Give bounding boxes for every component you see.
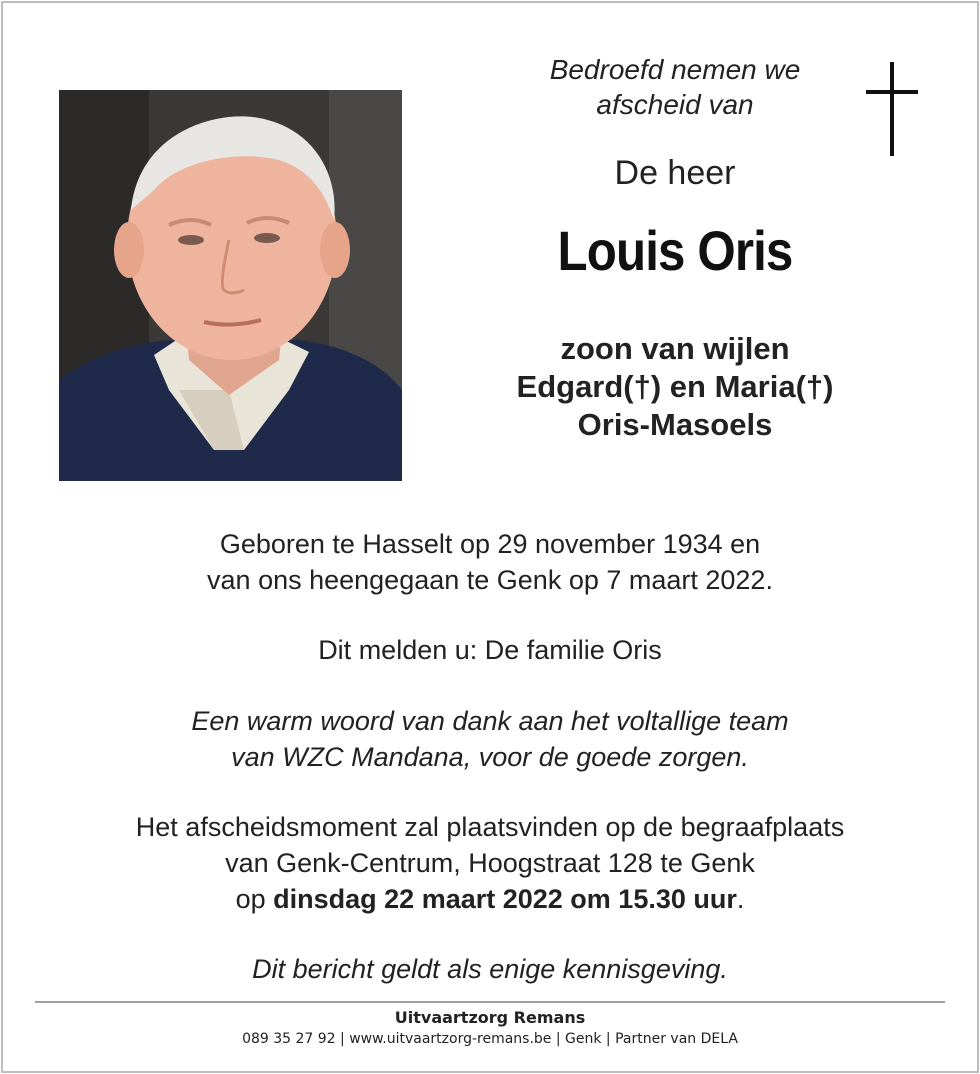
announcement-line: Dit melden u: De familie Oris xyxy=(318,635,662,665)
ceremony-line-3 xyxy=(0,881,980,917)
ceremony-line-1: Het afscheidsmoment zal plaatsvinden op de begraafplaats xyxy=(135,812,845,842)
funeral-home-name: Uitvaartzorg Remans xyxy=(394,1008,586,1027)
deceased-name: Louis Oris xyxy=(557,219,793,282)
birth-line-1: Geboren te Hasselt op 29 november 1934 en xyxy=(219,529,761,559)
ceremony-suffix: . xyxy=(736,884,745,914)
funeral-home-contact: 089 35 27 92 | www.uitvaartzorg-remans.be | Genk | Partner van DELA xyxy=(242,1031,738,1047)
notice-line: Dit bericht geldt als enige kennisgeving. xyxy=(252,954,728,984)
intro-line-1: Bedroefd nemen we xyxy=(549,54,801,85)
ceremony-line-2: van Genk-Centrum, Hoogstraat 128 te Genk xyxy=(225,848,755,878)
cross-icon xyxy=(862,60,922,160)
parents-line-1: zoon van wijlen xyxy=(560,331,790,366)
thanks-line-1: Een warm woord van dank aan het voltallige team xyxy=(191,706,789,736)
ceremony-datetime: dinsdag 22 maart 2022 om 15.30 uur xyxy=(273,884,737,914)
ceremony-prefix: op xyxy=(235,884,274,914)
footer-divider xyxy=(35,1001,945,1003)
notice-text xyxy=(0,951,980,987)
intro-line-2: afscheid van xyxy=(596,89,754,120)
announcement-text xyxy=(0,632,980,668)
parents-line-3: Oris-Masoels xyxy=(577,407,773,442)
parents-block xyxy=(420,330,930,444)
intro-text xyxy=(480,52,870,122)
thanks-text xyxy=(0,703,980,775)
thanks-line-2: van WZC Mandana, voor de goede zorgen. xyxy=(231,742,749,772)
parents-line-2: Edgard(†) en Maria(†) xyxy=(516,369,834,404)
honorific: De heer xyxy=(614,154,736,192)
ceremony-text xyxy=(0,809,980,917)
birth-line-2: van ons heengegaan te Genk op 7 maart 2022. xyxy=(207,565,773,595)
birth-death-text xyxy=(0,526,980,598)
portrait-photo xyxy=(59,90,402,481)
